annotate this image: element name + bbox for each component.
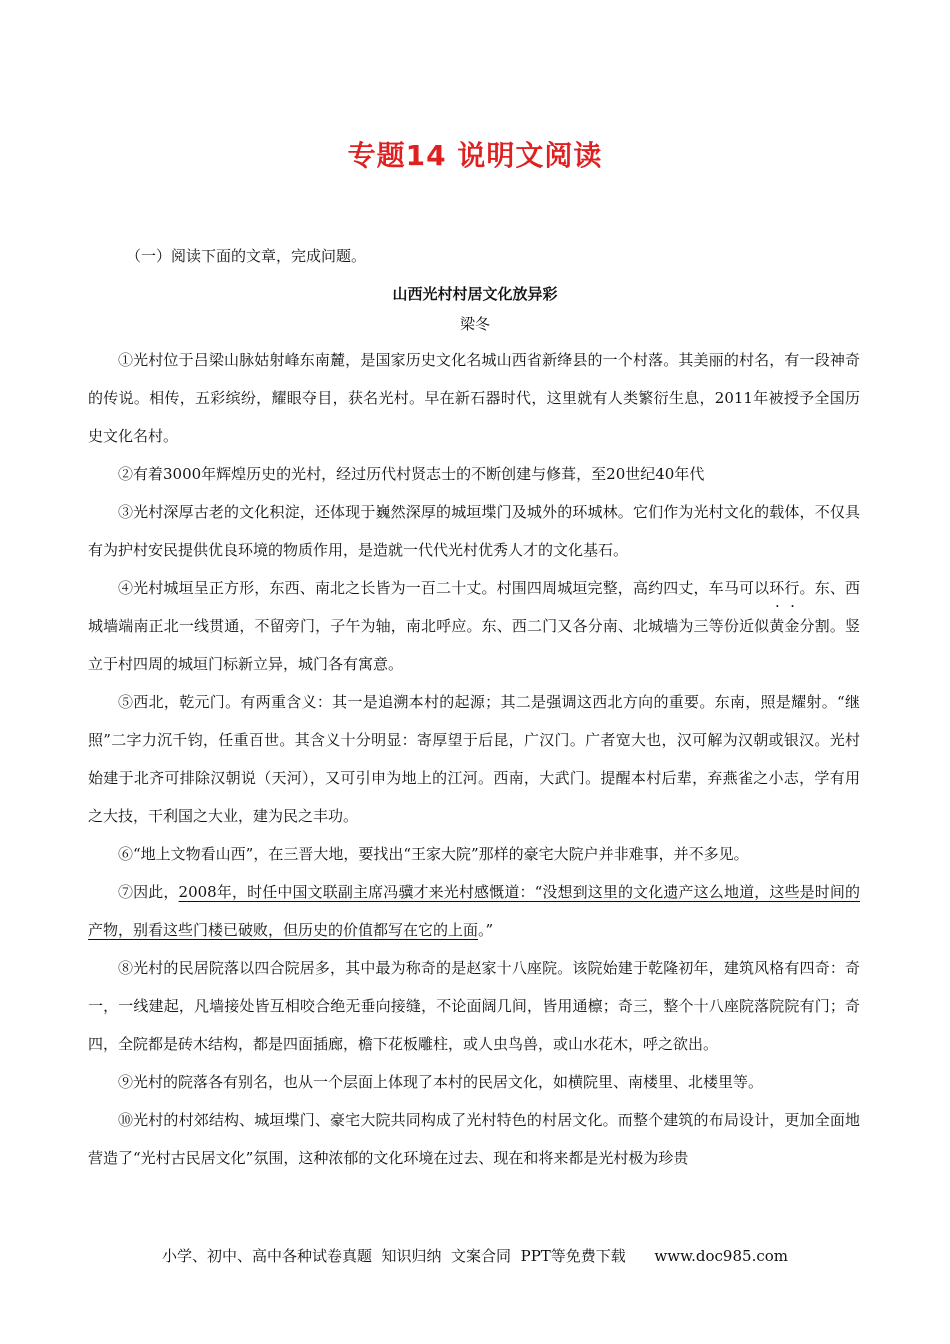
article-author: 梁冬 [459,315,490,333]
paragraph-3: ③光村深厚古老的文化积淀，还体现于巍然深厚的城垣堞门及城外的环城林。它们作为光村文化的载体，不仅具有为护村安民提供优良环境的物质作用，是造就一代代光村优秀人才的文化基石。 [88,503,860,559]
paragraph-4-part-b: 黄金分割。竖立于村四周的城垣门标新立异，城门各有寓意。 [88,617,860,673]
article-body [88,341,860,1177]
paragraph-7-part-b: 。” [478,921,494,939]
paragraph-1: ①光村位于吕梁山脉姑射峰东南麓，是国家历史文化名城山西省新绛县的一个村落。其美丽的村名，有一段神奇的传说。相传，五彩缤纷，耀眼夺目，获名光村。早在新石器时代，这里就有人类繁衍生息，2011年被授予全国历史文化名村。 [88,351,860,445]
paragraph-4-part-a: ④光村城垣呈正方形，东西、南北之长皆为一百二十丈。村围四周城垣完整，高约四丈，车马可以环行。东、西城墙端南正北一线贯通，不留旁门，子午为轴，南北呼应。东、西二门又各分南、北城墙为三等份 [88,579,860,635]
paragraph-8: ⑧光村的民居院落以四合院居多，其中最为称奇的是赵家十八座院。该院始建于乾隆初年，建筑风格有四奇：奇一，一线建起，凡墙接处皆互相咬合绝无垂向接缝，不论面阔几间，皆用通檩；奇三，整个十八座院落院院有门；奇四，全院都是砖木结构，都是四面插廊，檐下花板雕柱，或人虫鸟兽，或山水花木，呼之欲出。 [88,959,860,1053]
paragraph-7-part-a: ⑦因此， [118,883,179,901]
paragraph-4 [88,569,860,683]
underlined-quote: 2008年，时任中国文联副主席冯骥才来光村感慨道：“没想到这里的文化遗产这么地道，这些是时间的产物，别看这些门楼已破败，但历史的价值都写在它的上面 [88,883,860,939]
page-footer: 小学、初中、高中各种试卷真题 知识归纳 文案合同 PPT等免费下载 www.doc985.com [161,1247,788,1265]
document-title: 专题14 说明文阅读 [347,139,603,172]
emphasis-dot-char: · 近 [739,617,754,635]
paragraph-2: ②有着3000年辉煌历史的光村，经过历代村贤志士的不断创建与修葺，至20世纪40年代 [118,465,705,483]
paragraph-9: ⑨光村的院落各有别名，也从一个层面上体现了本村的民居文化，如横院里、南楼里、北楼里等。 [118,1073,764,1091]
paragraph-7 [88,873,860,949]
article-title: 山西光村村居文化放异彩 [392,285,558,303]
section-heading: （一）阅读下面的文章，完成问题。 [126,247,367,265]
paragraph-10: ⑩光村的村郊结构、城垣堞门、豪宅大院共同构成了光村特色的村居文化。而整个建筑的布局设计，更加全面地营造了“光村古民居文化”氛围，这种浓郁的文化环境在过去、现在和将来都是光村极为珍贵 [88,1111,860,1167]
emphasis-dot-char: · 似 [754,617,769,635]
paragraph-6: ⑥“地上文物看山西”，在三晋大地，要找出“王家大院”那样的豪宅大院户并非难事，并不多见。 [118,845,749,863]
paragraph-5: ⑤西北，乾元门。有两重含义：其一是追溯本村的起源；其二是强调这西北方向的重要。东南，照是耀射。“继照”二字力沉千钧，任重百世。其含义十分明显：寄厚望于后昆，广汉门。广者宽大也，汉可解为汉朝或银汉。光村始建于北齐可排除汉朝说（天河），又可引申为地上的江河。西南，大武门。提醒本村后辈，弃燕雀之小志，学有用之大技，干利国之大业，建为民之丰功。 [88,693,860,825]
